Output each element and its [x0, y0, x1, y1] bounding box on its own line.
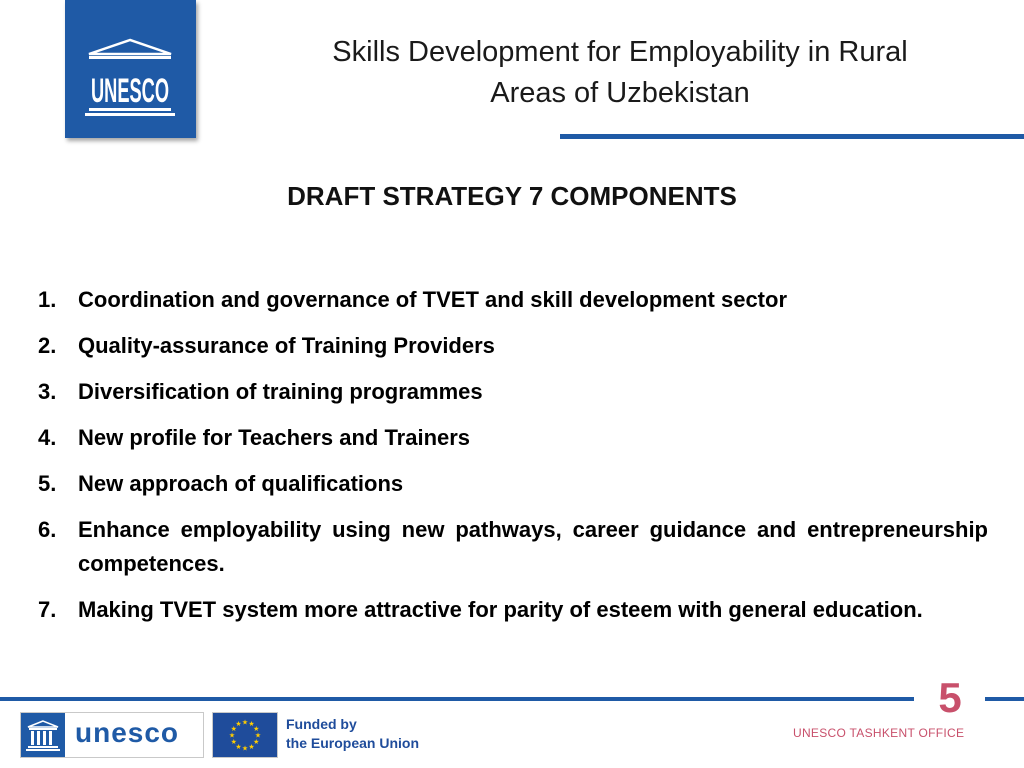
unesco-wordmark: unesco: [75, 717, 180, 748]
list-item-text: Diversification of training programmes: [78, 379, 483, 404]
eu-star-icon: ★: [253, 738, 260, 746]
header-title-line1: Skills Development for Employability in Rural: [332, 36, 908, 68]
list-item-text: New approach of qualifications: [78, 471, 404, 496]
footer-rule-right: [985, 697, 1024, 701]
eu-flag-icon: [212, 712, 278, 758]
eu-star-icon: ★: [235, 720, 242, 729]
list-item-text: Enhance employability using new pathways, career guidance and entrepreneurship competences.: [78, 517, 988, 576]
list-item-text: New profile for Teachers and Trainers: [78, 425, 471, 450]
eu-star-icon: ★: [254, 731, 262, 740]
header-rule: [560, 134, 1024, 139]
unesco-footer-logo: [20, 712, 204, 758]
eu-star-icon: ★: [241, 744, 249, 753]
list-item: [38, 513, 988, 581]
eu-star-icon: ★: [241, 718, 249, 727]
unesco-temple-icon: [21, 713, 65, 757]
footer-office: UNESCO TASHKENT OFFICE: [793, 726, 965, 740]
footer-rule: [0, 697, 914, 701]
list-item-number: 2.: [38, 333, 57, 358]
eu-star-icon: ★: [230, 725, 237, 733]
header-title: [300, 32, 940, 114]
list-item-number: 1.: [38, 287, 57, 312]
list-item: [38, 467, 988, 501]
list-item-number: 3.: [38, 379, 57, 404]
list-item-number: 5.: [38, 471, 57, 496]
list-item: [38, 593, 988, 627]
funded-by-eu: [286, 715, 419, 753]
list-item: [38, 421, 988, 455]
eu-star-icon: ★: [228, 731, 236, 740]
list-item: [38, 375, 988, 409]
unesco-logo-text: UNESCO: [91, 72, 169, 110]
header-title-line2: Areas of Uzbekistan: [490, 77, 750, 109]
eu-star-icon: ★: [248, 720, 255, 729]
eu-star-icon: ★: [230, 738, 237, 746]
list-item-number: 7.: [38, 597, 57, 622]
eu-star-icon: ★: [253, 725, 260, 733]
strategy-components-list: [38, 283, 988, 639]
list-item: [38, 283, 988, 317]
slide-heading: DRAFT STRATEGY 7 COMPONENTS: [287, 181, 737, 211]
funded-line2: the European Union: [286, 735, 419, 751]
list-item-text: Quality-assurance of Training Providers: [78, 333, 495, 358]
list-item-number: 6.: [38, 517, 57, 542]
eu-star-icon: ★: [235, 742, 242, 751]
unesco-logo: [65, 0, 196, 138]
page-number: 5: [938, 674, 962, 721]
eu-star-icon: ★: [248, 742, 255, 751]
funded-line1: Funded by: [286, 716, 357, 732]
list-item: [38, 329, 988, 363]
unesco-temple-icon: [83, 38, 178, 118]
list-item-text: Coordination and governance of TVET and skill development sector: [78, 287, 788, 312]
list-item-text: Making TVET system more attractive for parity of esteem with general education.: [78, 597, 923, 622]
list-item-number: 4.: [38, 425, 57, 450]
